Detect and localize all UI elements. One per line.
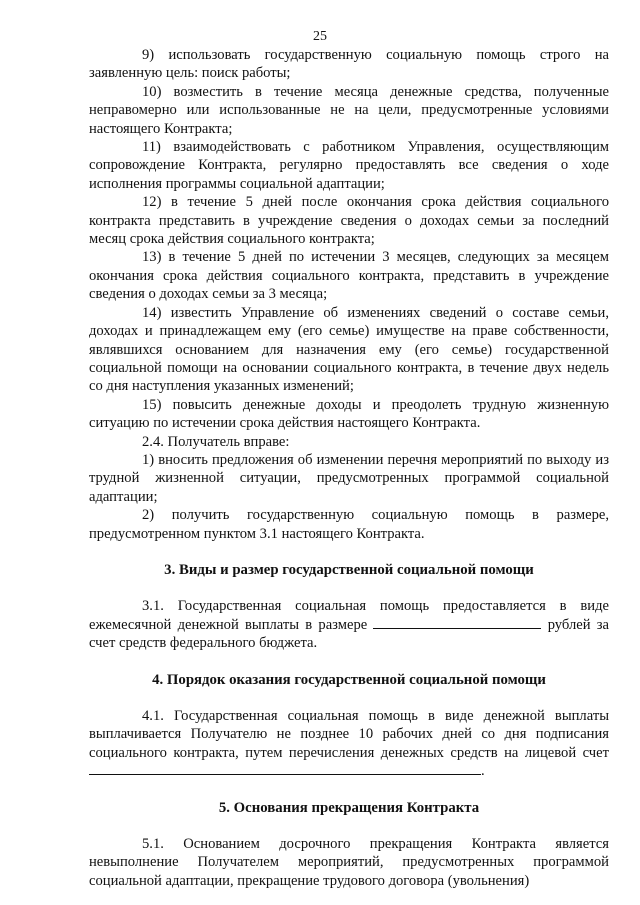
page-number: 25 xyxy=(313,29,327,44)
amount-blank-line xyxy=(373,616,541,629)
section-3-text-start: 3.1. Государственная социальная помощь предоставляется в виде ежемесячной денежной выплаты в размере xyxy=(89,598,609,633)
section-4-paragraph xyxy=(89,707,609,781)
section-4-text-end: . xyxy=(481,763,485,780)
item-12: 12) в течение 5 дней после окончания срока действия социального контракта представить в учреждение сведения о доходах семьи за последний месяц срока действия социального контракта; xyxy=(89,194,609,248)
section-2-4-intro: 2.4. Получатель вправе: xyxy=(142,433,290,450)
section-5-paragraph: 5.1. Основанием досрочного прекращения Контракта является невыполнение Получателем мероприятий, предусмотренных программой социальной адаптации, прекращение трудового договора (увольнения) xyxy=(89,836,609,889)
item-10: 10) возместить в течение месяца денежные средства, полученные неправомерно или использованные не на цели, предусмотренные условиями настоящего Контракта; xyxy=(89,83,609,137)
section-4-text-start: 4.1. Государственная социальная помощь в виде денежной выплаты выплачивается Получателю не позднее 10 рабочих дней со дня подписания социального контракта, путем перечисления денежных средств на лицевой счет xyxy=(89,708,609,761)
section-5-heading: 5. Основания прекращения Контракта xyxy=(218,799,480,816)
right-item-2: 2) получить государственную социальную помощь в размере, предусмотренном пунктом 3.1 настоящего Контракта. xyxy=(89,507,609,542)
item-9: 9) использовать государственную социальную помощь строго на заявленную цель: поиск работы; xyxy=(89,47,609,82)
section-3-paragraph xyxy=(89,597,609,652)
item-11: 11) взаимодействовать с работником Управления, осуществляющим сопровождение Контракта, регулярно предоставлять все сведения о ходе исполнения программы социальной адаптации; xyxy=(89,139,609,192)
account-blank-line xyxy=(89,762,481,775)
section-3-heading: 3. Виды и размер государственной социальной помощи xyxy=(164,561,534,578)
item-14: 14) известить Управление об изменениях сведений о составе семьи, доходах и принадлежащем ему (его семье) имуществе на праве собственности, являвшихся основанием для назначения ему (его семье) государственной социальной помощи на основании социального контракта, в течение двух недель со дня наступления указанных изменений; xyxy=(89,304,609,395)
section-3-text-end: рублей за счет средств федерального бюджета. xyxy=(89,616,610,652)
item-15: 15) повысить денежные доходы и преодолеть трудную жизненную ситуацию по истечении срока действия настоящего Контракта. xyxy=(89,396,609,432)
item-13: 13) в течение 5 дней по истечении 3 месяцев, следующих за месяцем окончания срока действия социального контракта, представить в учреждение сведения о доходах семьи за 3 месяца; xyxy=(89,249,609,303)
right-item-1: 1) вносить предложения об изменении перечня мероприятий по выходу из трудной жизненной ситуации, предусмотренных программой социальной адаптации; xyxy=(89,451,609,505)
document-body xyxy=(89,46,609,890)
section-4-heading: 4. Порядок оказания государственной социальной помощи xyxy=(152,671,546,688)
